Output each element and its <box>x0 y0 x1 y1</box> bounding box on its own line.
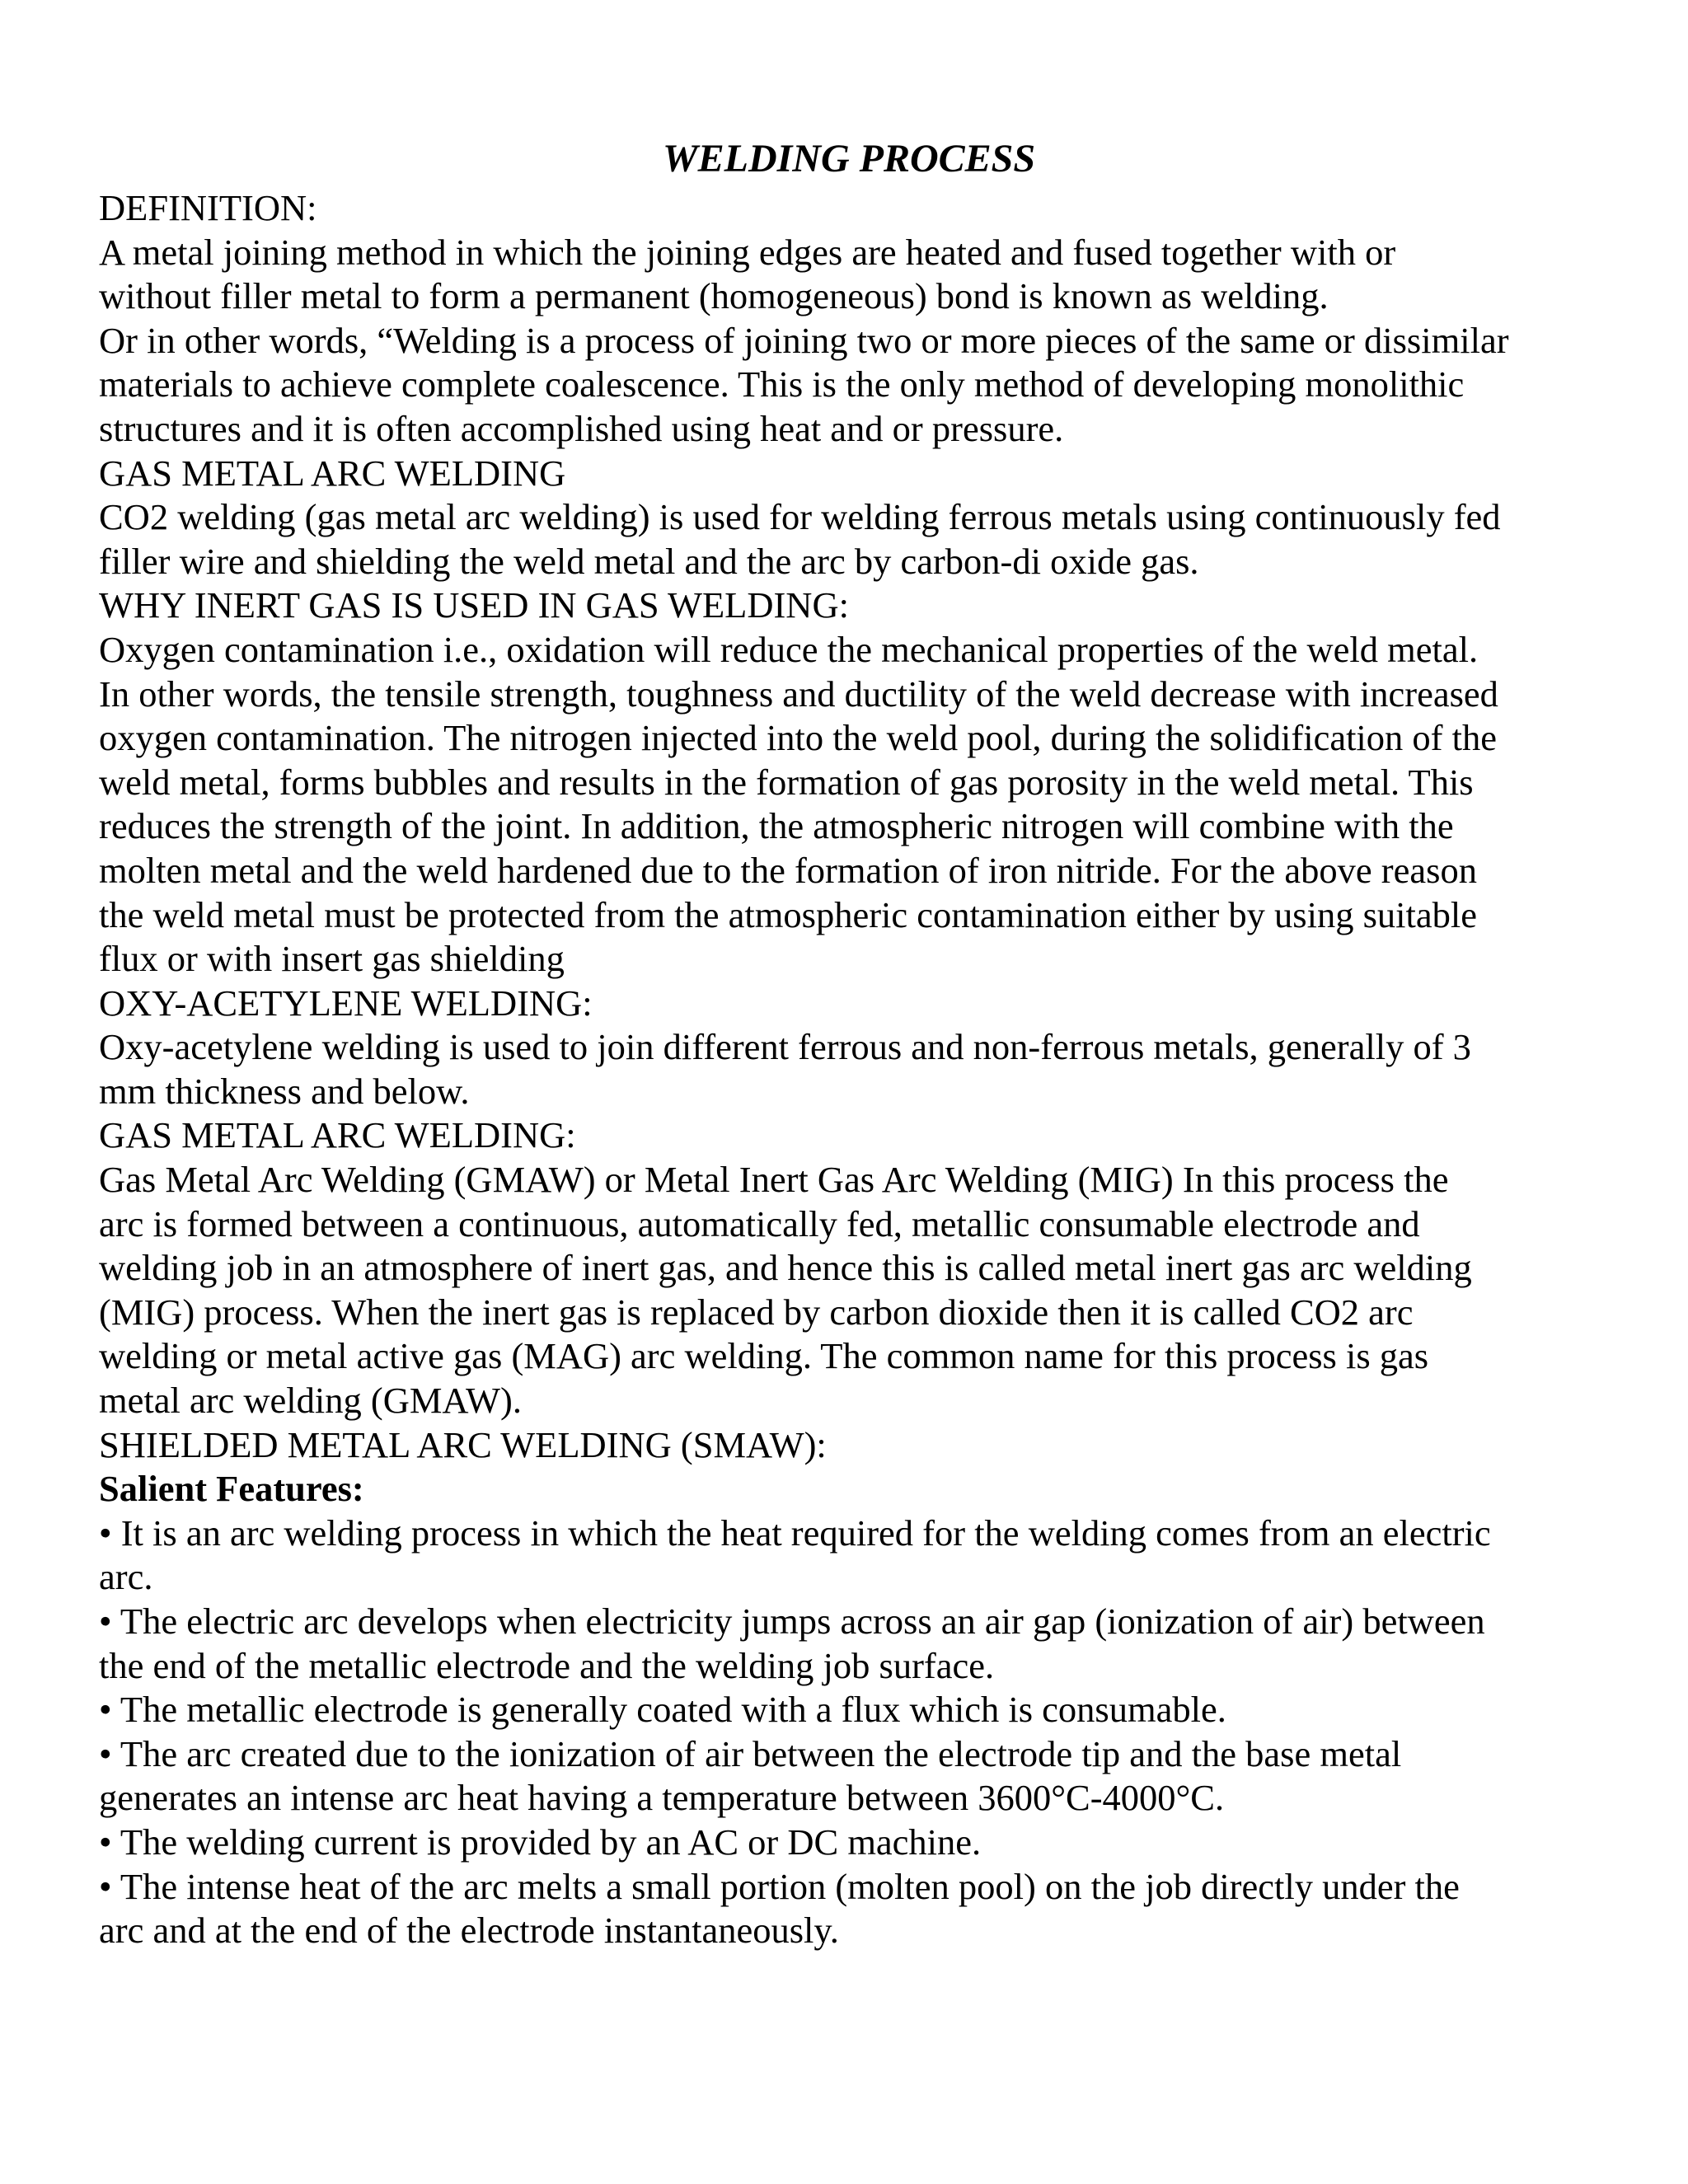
text-line: A metal joining method in which the joining edges are heated and fused together with or <box>99 231 1396 273</box>
text-line: Or in other words, “Welding is a process of joining two or more pieces of the same or dissimilar <box>99 319 1509 361</box>
text-line: without filler metal to form a permanent (homogeneous) bond is known as welding. <box>99 275 1329 317</box>
text-line: weld metal, forms bubbles and results in the formation of gas porosity in the weld metal. This <box>99 761 1474 803</box>
text-line: Gas Metal Arc Welding (GMAW) or Metal Inert Gas Arc Welding (MIG) In this process the <box>99 1159 1449 1201</box>
text-line: structures and it is often accomplished using heat and or pressure. <box>99 407 1064 449</box>
text-line: arc. <box>99 1556 153 1598</box>
text-line: Oxygen contamination i.e., oxidation will reduce the mechanical properties of the weld metal. <box>99 628 1479 670</box>
text-line: mm thickness and below. <box>99 1070 470 1112</box>
document-title: WELDING PROCESS <box>662 137 1036 180</box>
text-line: reduces the strength of the joint. In addition, the atmospheric nitrogen will combine with the <box>99 805 1454 847</box>
text-line: the weld metal must be protected from the atmospheric contamination either by using suitable <box>99 893 1477 935</box>
text-line: the end of the metallic electrode and the welding job surface. <box>99 1644 995 1686</box>
text-line: CO2 welding (gas metal arc welding) is used for welding ferrous metals using continuously fed <box>99 496 1501 538</box>
text-line: DEFINITION: <box>99 187 317 228</box>
text-line: welding job in an atmosphere of inert gas, and hence this is called metal inert gas arc welding <box>99 1247 1472 1289</box>
bullet-line: • The arc created due to the ionization of air between the electrode tip and the base metal <box>99 1732 1402 1774</box>
text-line: welding or metal active gas (MAG) arc welding. The common name for this process is gas <box>99 1335 1429 1377</box>
text-line: metal arc welding (GMAW). <box>99 1380 522 1422</box>
text-line: oxygen contamination. The nitrogen injected into the weld pool, during the solidification of the <box>99 717 1497 759</box>
text-line: generates an intense arc heat having a temperature between 3600°C-4000°C. <box>99 1777 1225 1819</box>
text-line: filler wire and shielding the weld metal and the arc by carbon-di oxide gas. <box>99 540 1199 582</box>
text-line: SHIELDED METAL ARC WELDING (SMAW): <box>99 1423 827 1465</box>
text-line: flux or with insert gas shielding <box>99 938 565 980</box>
bullet-line: • The welding current is provided by an AC or DC machine. <box>99 1821 982 1863</box>
bullet-line: • It is an arc welding process in which the heat required for the welding comes from an electric <box>99 1511 1491 1554</box>
text-line: In other words, the tensile strength, toughness and ductility of the weld decrease with increased <box>99 673 1498 715</box>
text-line: materials to achieve complete coalescence. This is the only method of developing monolithic <box>99 363 1465 405</box>
bullet-line: • The metallic electrode is generally coated with a flux which is consumable. <box>99 1689 1226 1731</box>
bullet-line: • The electric arc develops when electricity jumps across an air gap (ionization of air) between <box>99 1601 1485 1642</box>
text-line: Oxy-acetylene welding is used to join different ferrous and non-ferrous metals, generally of 3 <box>99 1026 1471 1068</box>
document-page <box>99 132 1599 1953</box>
text-line: arc and at the end of the electrode instantaneously. <box>99 1910 839 1952</box>
text-line: (MIG) process. When the inert gas is replaced by carbon dioxide then it is called CO2 arc <box>99 1291 1414 1333</box>
text-line: OXY-ACETYLENE WELDING: <box>99 982 593 1024</box>
text-line: arc is formed between a continuous, automatically fed, metallic consumable electrode and <box>99 1202 1420 1244</box>
text-line: WHY INERT GAS IS USED IN GAS WELDING: <box>99 584 849 626</box>
text-line: GAS METAL ARC WELDING <box>99 452 566 494</box>
text-line: molten metal and the weld hardened due to the formation of iron nitride. For the above reason <box>99 849 1477 891</box>
bullet-line: • The intense heat of the arc melts a small portion (molten pool) on the job directly under the <box>99 1865 1460 1907</box>
text-line: GAS METAL ARC WELDING: <box>99 1114 576 1156</box>
salient-features-heading: Salient Features: <box>99 1468 364 1510</box>
